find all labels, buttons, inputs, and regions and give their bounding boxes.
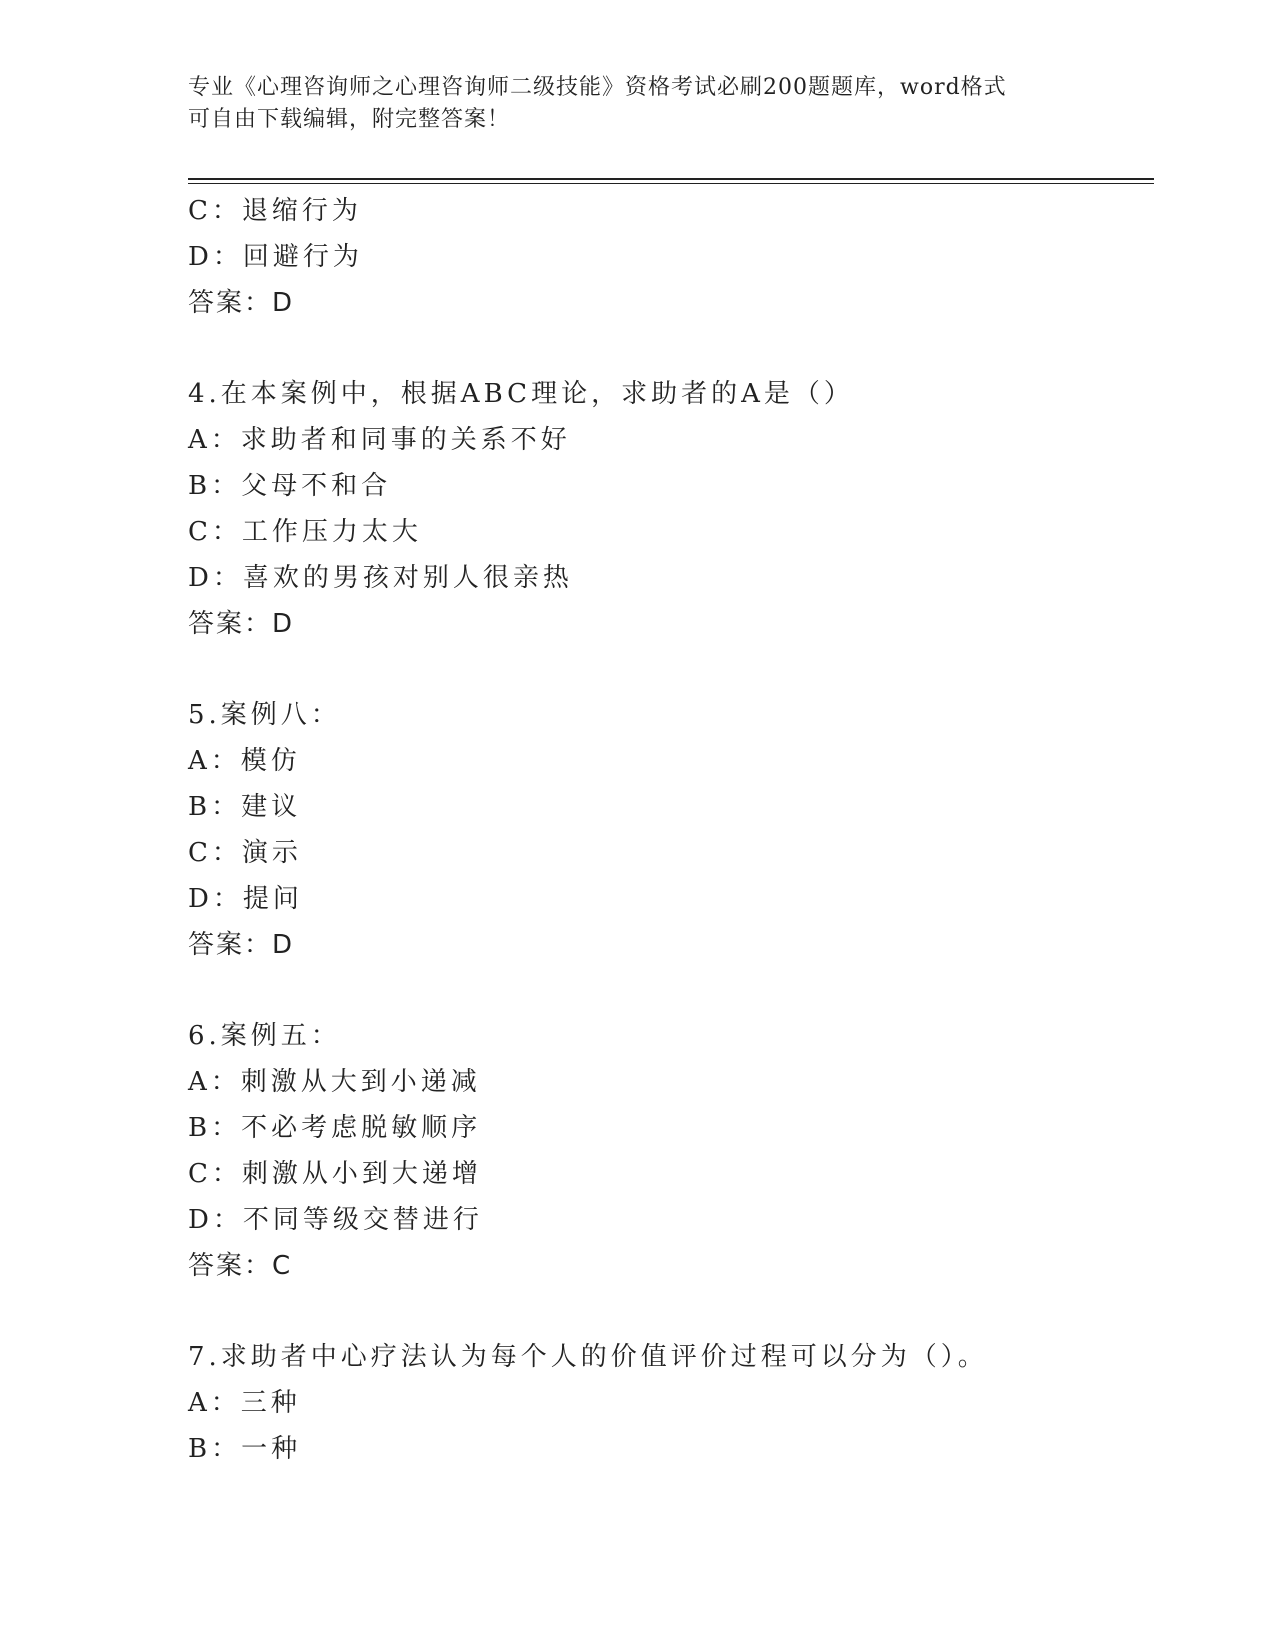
header-line-2: 可自由下载编辑，附完整答案！ — [188, 107, 511, 132]
option-key: D： — [188, 242, 243, 272]
question-list — [188, 188, 1148, 1472]
option-key: B： — [188, 471, 242, 501]
option-text: 模仿 — [240, 746, 301, 776]
option-text: 三种 — [240, 1388, 301, 1418]
answer-line: 答案：C — [188, 1251, 293, 1281]
question-4 — [188, 371, 1148, 647]
question-stem: 4.在本案例中，根据ABC理论，求助者的A是（） — [188, 379, 854, 409]
option-key: D： — [188, 884, 243, 914]
header-divider-thin — [188, 183, 1154, 184]
option-a — [188, 1380, 1148, 1426]
option-text: 提问 — [242, 884, 303, 914]
question-7 — [188, 1334, 1148, 1472]
option-c — [188, 1151, 1148, 1197]
option-key: D： — [188, 563, 243, 593]
option-text: 建议 — [241, 792, 302, 822]
option-c — [188, 509, 1148, 555]
option-key: B： — [188, 1113, 242, 1143]
option-c — [188, 830, 1148, 876]
option-d — [188, 555, 1148, 601]
question-6 — [188, 1013, 1148, 1289]
question-3-continuation — [188, 188, 1148, 326]
answer-line: 答案：D — [188, 609, 295, 639]
document-header — [188, 72, 1078, 136]
option-key: C： — [188, 196, 242, 226]
option-key: C： — [188, 838, 242, 868]
option-key: D： — [188, 1205, 243, 1235]
answer-line: 答案：D — [188, 930, 295, 960]
option-b — [188, 1426, 1148, 1472]
option-text: 工作压力太大 — [241, 517, 422, 547]
option-d — [188, 234, 1148, 280]
option-text: 不必考虑脱敏顺序 — [241, 1113, 482, 1143]
option-a — [188, 1059, 1148, 1105]
option-text: 退缩行为 — [241, 196, 362, 226]
question-5 — [188, 692, 1148, 968]
option-key: C： — [188, 1159, 242, 1189]
header-line-1: 专业《心理咨询师之心理咨询师二级技能》资格考试必刷200题题库，word格式 — [188, 75, 1007, 100]
option-key: A： — [188, 1067, 241, 1097]
option-text: 父母不和合 — [241, 471, 392, 501]
option-text: 刺激从大到小递减 — [240, 1067, 481, 1097]
option-key: A： — [188, 425, 241, 455]
option-a — [188, 738, 1148, 784]
option-key: C： — [188, 517, 242, 547]
option-text: 一种 — [241, 1434, 302, 1464]
option-d — [188, 876, 1148, 922]
answer-line: 答案：D — [188, 288, 295, 318]
option-key: A： — [188, 746, 241, 776]
option-text: 不同等级交替进行 — [242, 1205, 483, 1235]
option-text: 演示 — [241, 838, 302, 868]
option-key: A： — [188, 1388, 241, 1418]
option-c — [188, 188, 1148, 234]
option-key: B： — [188, 1434, 242, 1464]
option-key: B： — [188, 792, 242, 822]
option-text: 喜欢的男孩对别人很亲热 — [242, 563, 573, 593]
option-d — [188, 1197, 1148, 1243]
option-text: 回避行为 — [242, 242, 363, 272]
question-stem: 6.案例五： — [188, 1021, 341, 1051]
option-text: 刺激从小到大递增 — [241, 1159, 482, 1189]
option-a — [188, 417, 1148, 463]
option-b — [188, 1105, 1148, 1151]
question-stem: 7.求助者中心疗法认为每个人的价值评价过程可以分为（）。 — [188, 1342, 988, 1372]
question-stem: 5.案例八： — [188, 700, 341, 730]
option-b — [188, 463, 1148, 509]
option-text: 求助者和同事的关系不好 — [240, 425, 571, 455]
header-divider-thick — [188, 178, 1154, 180]
option-b — [188, 784, 1148, 830]
